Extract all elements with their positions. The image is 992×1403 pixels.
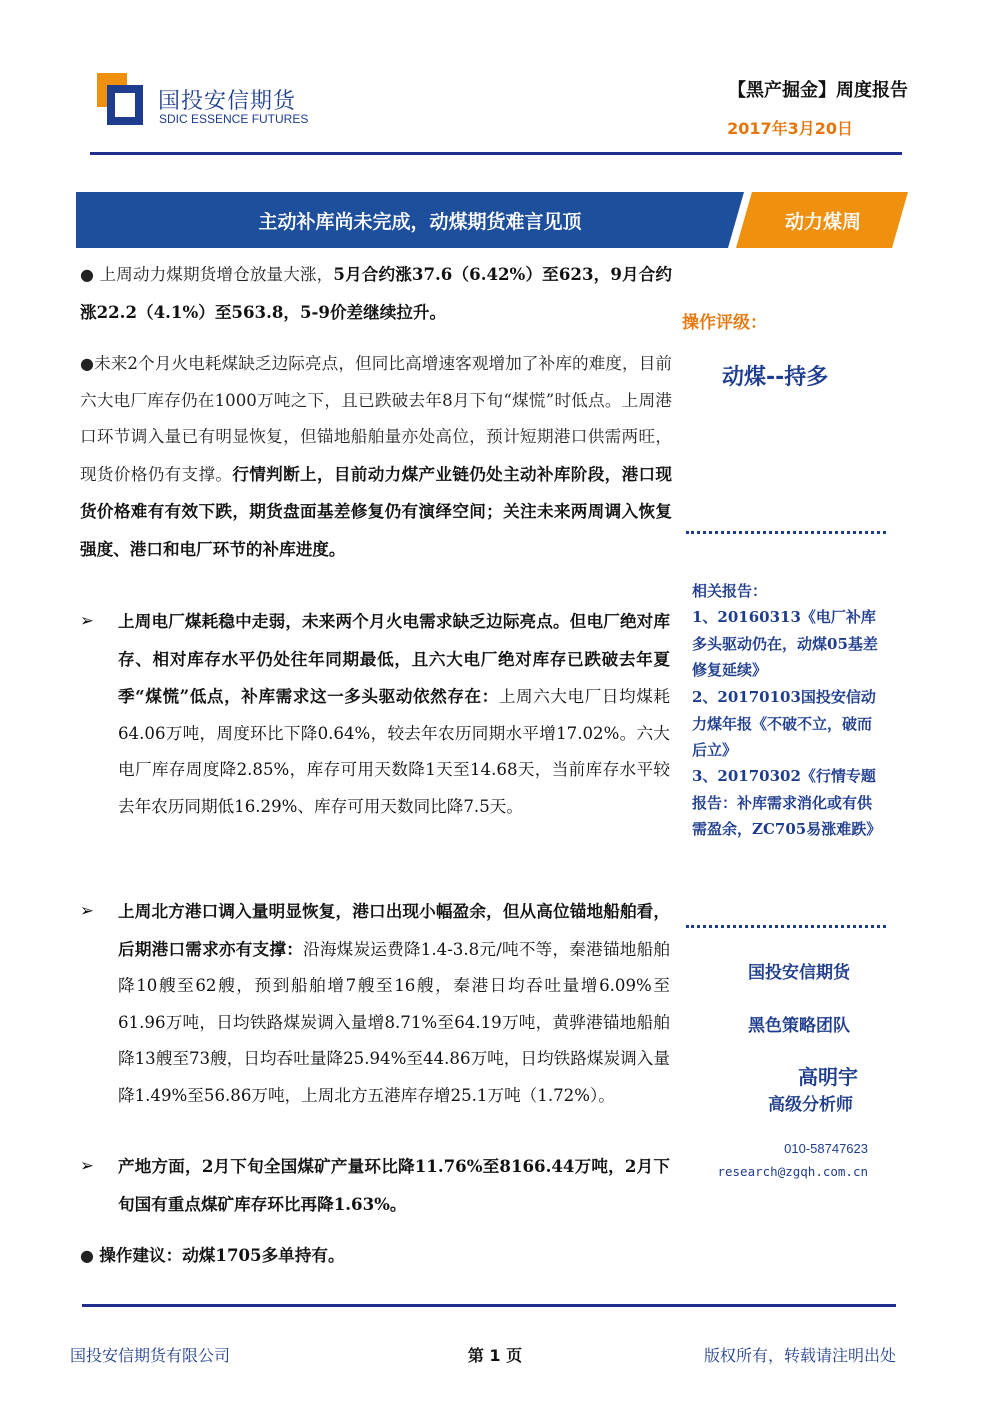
related-report-2[interactable]: 2、20170103国投安信动力煤年报《不破不立，破而后立》 xyxy=(692,688,876,760)
item3-bold: 产地方面，2月下旬全国煤矿产量环比降11.76%至8166.44万吨，2月下旬国有重点煤矿库存环比再降1.63%。 xyxy=(118,1156,670,1214)
team-name: 黑色策略团队 xyxy=(748,1016,850,1036)
logo-mark-icon xyxy=(97,73,143,125)
advice-paragraph xyxy=(80,1237,672,1275)
page-number: 第 1 页 xyxy=(467,1346,523,1365)
sidebar-divider xyxy=(686,531,886,534)
analyst-title: 高级分析师 xyxy=(768,1095,853,1115)
arrow-bullet-icon: ➢ xyxy=(80,611,94,630)
footer-copyright: 版权所有，转载请注明出处 xyxy=(704,1346,897,1365)
analysis-bold: 行情判断上，目前动力煤产业链仍处主动补库阶段，港口现货价格难有有效下跌，期货盘面基差修复仍有演绎空间；关注未来两周调入恢复强度、港口和电厂环节的补库进度。 xyxy=(80,463,673,559)
list-item xyxy=(80,1148,670,1223)
bullet-icon: ● xyxy=(80,1246,94,1265)
footer-company: 国投安信期货有限公司 xyxy=(70,1346,231,1365)
arrow-bullet-icon: ➢ xyxy=(80,901,94,920)
related-report-1[interactable]: 1、20160313《电厂补库多头驱动仍在，动煤05基差修复延续》 xyxy=(692,608,878,680)
related-title: 相关报告： xyxy=(692,582,768,600)
item2-text: 沿海煤炭运费降1.4-3.8元/吨不等，秦港锚地船舶降10艘至62艘，预到船舶增7艘至16艘，秦港日均吞吐量增6.09%至61.96万吨，日均铁路煤炭调入量增8.71%至64.19万吨，黄骅港锚地船舶降13艘至73艘，日均吞吐量降25.94%至44.86万吨，日均铁路煤炭调入量降1.49%至56.86万吨，上周北方五港库存增25.1万吨（1.72%）。 xyxy=(118,939,670,1105)
summary-text: 上周动力煤期货增仓放量大涨， xyxy=(94,265,334,284)
logo-cn: 国投安信期货 xyxy=(158,89,297,114)
analysis-paragraph xyxy=(80,346,672,568)
related-report-3[interactable]: 3、20170302《行情专题报告：补库需求消化或有供需盈余，ZC705易涨难跌》 xyxy=(692,767,882,839)
list-item xyxy=(80,893,670,1114)
bullet-icon: ● xyxy=(80,265,95,284)
list-item xyxy=(80,603,670,825)
summary-bold: 5月合约涨37.6（6.42%）至623，9月合约涨22.2（4.1%）至563.8，5-9价差继续拉升。 xyxy=(80,264,672,322)
firm-name: 国投安信期货 xyxy=(748,963,850,983)
phone-number: 010-58747623 xyxy=(784,1141,868,1156)
header-rule xyxy=(90,152,902,155)
advice-text: 操作建议：动煤1705多单持有。 xyxy=(99,1245,345,1265)
analyst-name: 高明宇 xyxy=(798,1065,858,1089)
item2-bold: 上周北方港口调入量明显恢复，港口出现小幅盈余，但从高位锚地船舶看，后期港口需求亦有支撑： xyxy=(118,901,670,959)
banner-tag: 动力煤周 xyxy=(784,211,861,233)
report-type: 【黑产掘金】周度报告 xyxy=(728,80,908,101)
email-link[interactable]: research@zgqh.com.cn xyxy=(717,1164,868,1179)
item1-bold: 上周电厂煤耗稳中走弱，未来两个月火电需求缺乏边际亮点。但电厂绝对库存、相对库存水平仍处往年同期最低，且六大电厂绝对库存已跌破去年夏季“煤慌”低点，补库需求这一多头驱动依然存在： xyxy=(118,611,670,706)
footer-rule xyxy=(82,1304,896,1307)
arrow-bullet-icon: ➢ xyxy=(80,1156,94,1175)
logo-en: SDIC ESSENCE FUTURES xyxy=(159,112,309,126)
sidebar-divider xyxy=(686,925,886,928)
rating-value: 动煤--持多 xyxy=(722,365,829,390)
item1-text: 上周六大电厂日均煤耗64.06万吨，周度环比下降0.64%，较去年农历同期水平增17.02%。六大电厂库存周度降2.85%，库存可用天数降1天至14.68天，当前库存水平较去年农历同期低16.29%、库存可用天数同比降7.5天。 xyxy=(118,687,670,816)
summary-paragraph xyxy=(80,256,672,331)
banner-title: 主动补库尚未完成，动煤期货难言见顶 xyxy=(258,211,582,233)
rating-label: 操作评级： xyxy=(682,313,767,333)
analysis-text: 未来2个月火电耗煤缺乏边际亮点，但同比高增速客观增加了补库的难度，目前六大电厂库存仍在1000万吨之下，且已跌破去年8月下旬“煤慌”时低点。上周港口环节调入量已有明显恢复，但锚地船舶量亦处高位，预计短期港口供需两旺，现货价格仍有支撑。 xyxy=(80,354,672,484)
bullet-icon: ● xyxy=(80,354,95,373)
report-date: 2017年3月20日 xyxy=(727,119,853,138)
